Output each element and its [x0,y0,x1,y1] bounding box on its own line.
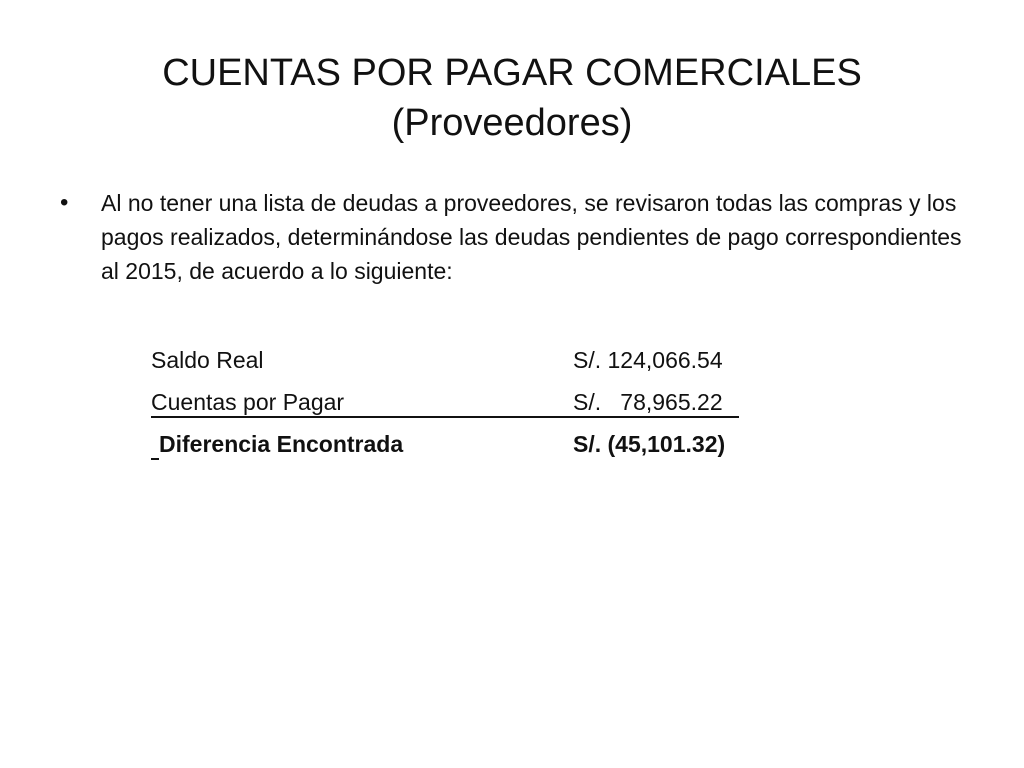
lead-underline [151,458,159,460]
summary-amount: S/. 78,965.22 [573,389,723,415]
title-line-1: CUENTAS POR PAGAR COMERCIALES [162,52,862,94]
summary-amount: S/. (45,101.32) [573,431,726,457]
summary-table [151,345,771,471]
bullet-item [60,186,980,288]
summary-label: Diferencia Encontrada [159,431,404,457]
bullet-icon: • [60,189,69,216]
slide-title [112,48,912,148]
summary-row-cuentas-por-pagar [151,387,771,429]
summary-label: Cuentas por Pagar [151,389,345,415]
total-underline [151,416,739,418]
summary-amount: S/. 124,066.54 [573,347,723,373]
title-line-2: (Proveedores) [391,102,633,144]
summary-row-saldo-real [151,345,771,387]
summary-row-diferencia [151,429,771,471]
bullet-text: Al no tener una lista de deudas a proveedores, se revisaron todas las compras y los pagos realizados, determinándose las deudas pendientes de pago correspondientes al 2015, de acuerdo a lo siguiente: [101,190,962,284]
summary-label: Saldo Real [151,347,264,373]
